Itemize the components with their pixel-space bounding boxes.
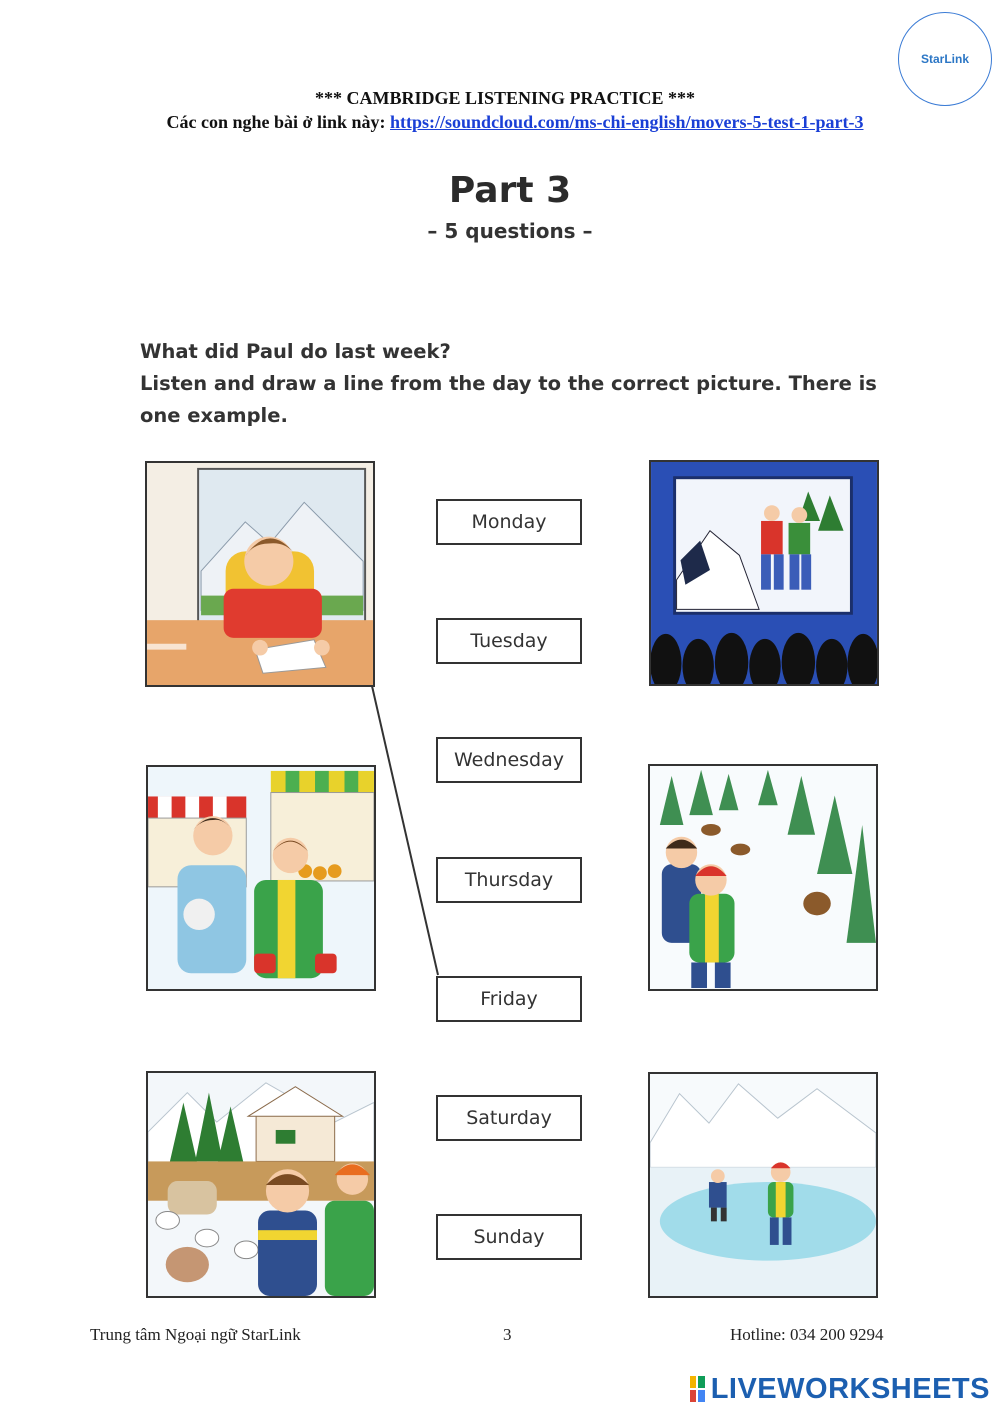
worksheet-title: *** CAMBRIDGE LISTENING PRACTICE *** [314,88,696,108]
cinema-mountain-film-picture[interactable] [649,460,879,686]
forest-icon [650,766,876,989]
soundcloud-link[interactable]: https://soundcloud.com/ms-chi-english/movers-5-test-1-part-3 [390,112,864,132]
instruction-task: Listen and draw a line from the day to the correct picture. There is one example. [140,372,877,427]
question-count: – 5 questions – [427,219,593,243]
day-box-wednesday[interactable]: Wednesday [436,737,582,783]
day-box-tuesday[interactable]: Tuesday [436,618,582,664]
liveworksheets-logo-icon [690,1376,705,1402]
farm-icon [148,1073,374,1296]
boy-writing-picture[interactable] [145,461,375,687]
day-box-saturday[interactable]: Saturday [436,1095,582,1141]
cinema-icon [651,462,877,684]
writing-icon [147,463,373,685]
day-box-monday[interactable]: Monday [436,499,582,545]
market-icon [148,767,374,989]
footer-hotline: Hotline: 034 200 9294 [730,1325,884,1344]
forest-deer-picture[interactable] [648,764,878,991]
instruction-question: What did Paul do last week? [140,340,451,363]
link-prefix: Các con nghe bài ở link này: [166,112,391,132]
ice-skating-picture[interactable] [648,1072,878,1298]
market-shopping-picture[interactable] [146,765,376,991]
page-number: 3 [503,1325,512,1344]
watermark-text: LIVEWORKSHEETS [710,1372,990,1405]
logo-text: StarLink [920,52,969,66]
day-box-sunday[interactable]: Sunday [436,1214,582,1260]
footer-center-name: Trung tâm Ngoại ngữ StarLink [90,1325,301,1344]
farm-animals-picture[interactable] [146,1071,376,1298]
day-box-thursday[interactable]: Thursday [436,857,582,903]
day-box-friday[interactable]: Friday [436,976,582,1022]
liveworksheets-watermark [690,1372,990,1406]
part-title: Part 3 [448,170,572,211]
skating-icon [650,1074,876,1296]
